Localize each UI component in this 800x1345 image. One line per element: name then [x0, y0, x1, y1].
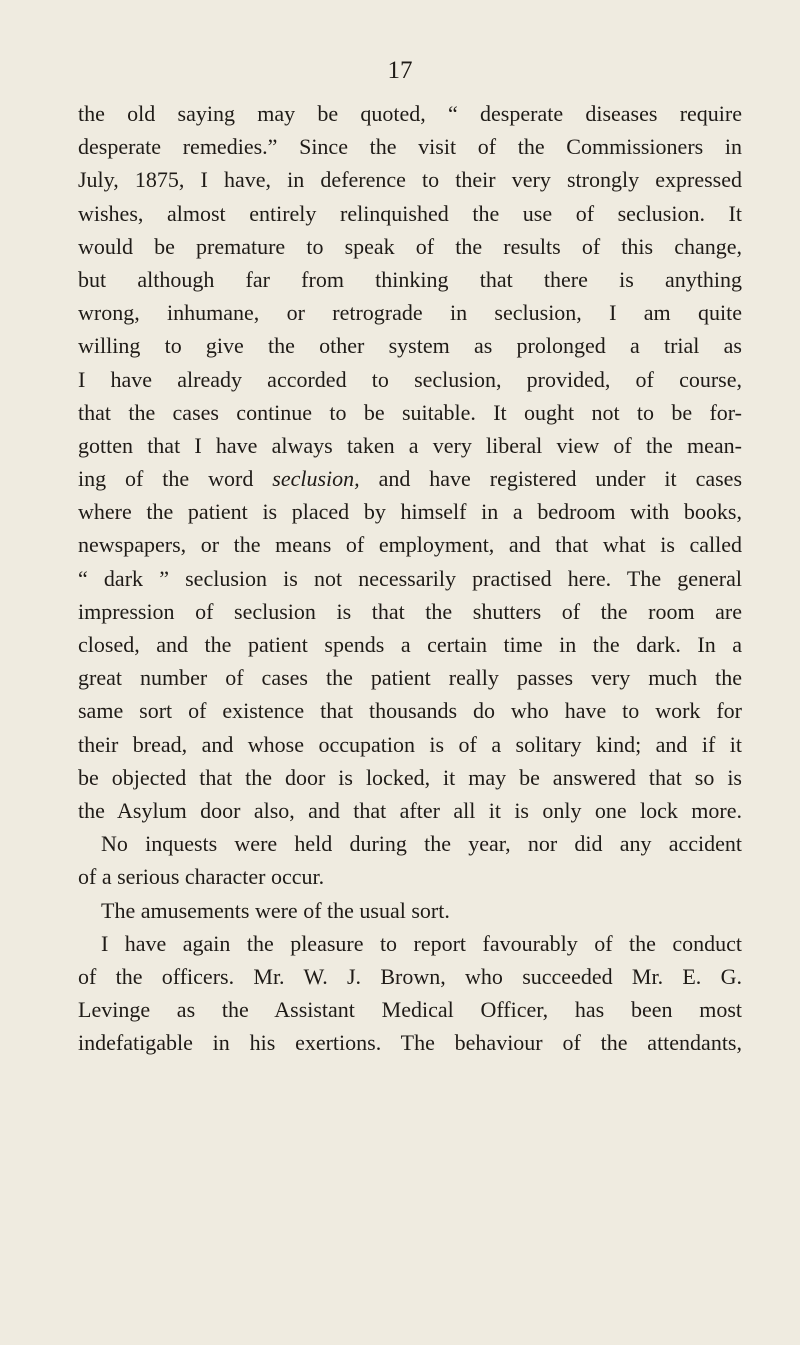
- body-line: great number of cases the patient really passes very much the: [78, 665, 742, 691]
- body-line: impression of seclusion is that the shutters of the room are: [78, 598, 742, 624]
- body-line-after-italic: and have registered under it cases: [359, 466, 743, 492]
- body-line: of the officers. Mr. W. J. Brown, who succeeded Mr. E. G.: [78, 963, 742, 989]
- body-line: but although far from thinking that there is anything: [78, 266, 742, 292]
- body-line: July, 1875, I have, in deference to their very strongly expressed: [78, 167, 742, 193]
- page-number: 17: [387, 57, 413, 84]
- body-line-with-italic: [78, 462, 742, 495]
- body-line: where the patient is placed by himself in a bedroom with books,: [78, 499, 742, 525]
- body-line: desperate remedies.” Since the visit of the Commissioners in: [78, 134, 742, 160]
- single-line-paragraph: The amusements were of the usual sort.: [101, 897, 450, 923]
- body-line-before-italic: ing of the word: [78, 466, 273, 492]
- body-line: that the cases continue to be suitable. It ought not to be for-: [78, 399, 742, 425]
- body-line: the Asylum door also, and that after all it is only one lock more.: [78, 797, 742, 823]
- body-line: the old saying may be quoted, “ desperate diseases require: [78, 101, 742, 126]
- body-line: willing to give the other system as prolonged a trial as: [78, 333, 742, 359]
- body-line: gotten that I have always taken a very liberal view of the mean-: [78, 432, 742, 458]
- body-line: wishes, almost entirely relinquished the use of seclusion. It: [78, 200, 742, 226]
- body-line: be objected that the door is locked, it may be answered that so is: [78, 764, 742, 790]
- body-line: I have already accorded to seclusion, provided, of course,: [78, 366, 742, 392]
- body-line: closed, and the patient spends a certain time in the dark. In a: [78, 632, 742, 657]
- body-line: same sort of existence that thousands do who have to work for: [78, 698, 742, 724]
- body-line: would be premature to speak of the results of this change,: [78, 233, 742, 259]
- italic-term: seclusion,: [272, 466, 360, 492]
- paragraph-start-line: I have again the pleasure to report favourably of the conduct: [101, 930, 742, 956]
- body-line: indefatigable in his exertions. The behaviour of the attendants,: [78, 1030, 742, 1056]
- body-line: newspapers, or the means of employment, and that what is called: [78, 532, 742, 558]
- body-line: their bread, and whose occupation is of a solitary kind; and if it: [78, 731, 742, 757]
- paragraph-start-line: No inquests were held during the year, nor did any accident: [101, 831, 742, 857]
- body-line: wrong, inhumane, or retrograde in seclusion, I am quite: [78, 300, 742, 326]
- body-line: Levinge as the Assistant Medical Officer, has been most: [78, 997, 742, 1023]
- paragraph-end-line: of a serious character occur.: [78, 864, 325, 890]
- document-body: [78, 97, 742, 1059]
- body-line: “ dark ” seclusion is not necessarily practised here. The general: [78, 565, 742, 591]
